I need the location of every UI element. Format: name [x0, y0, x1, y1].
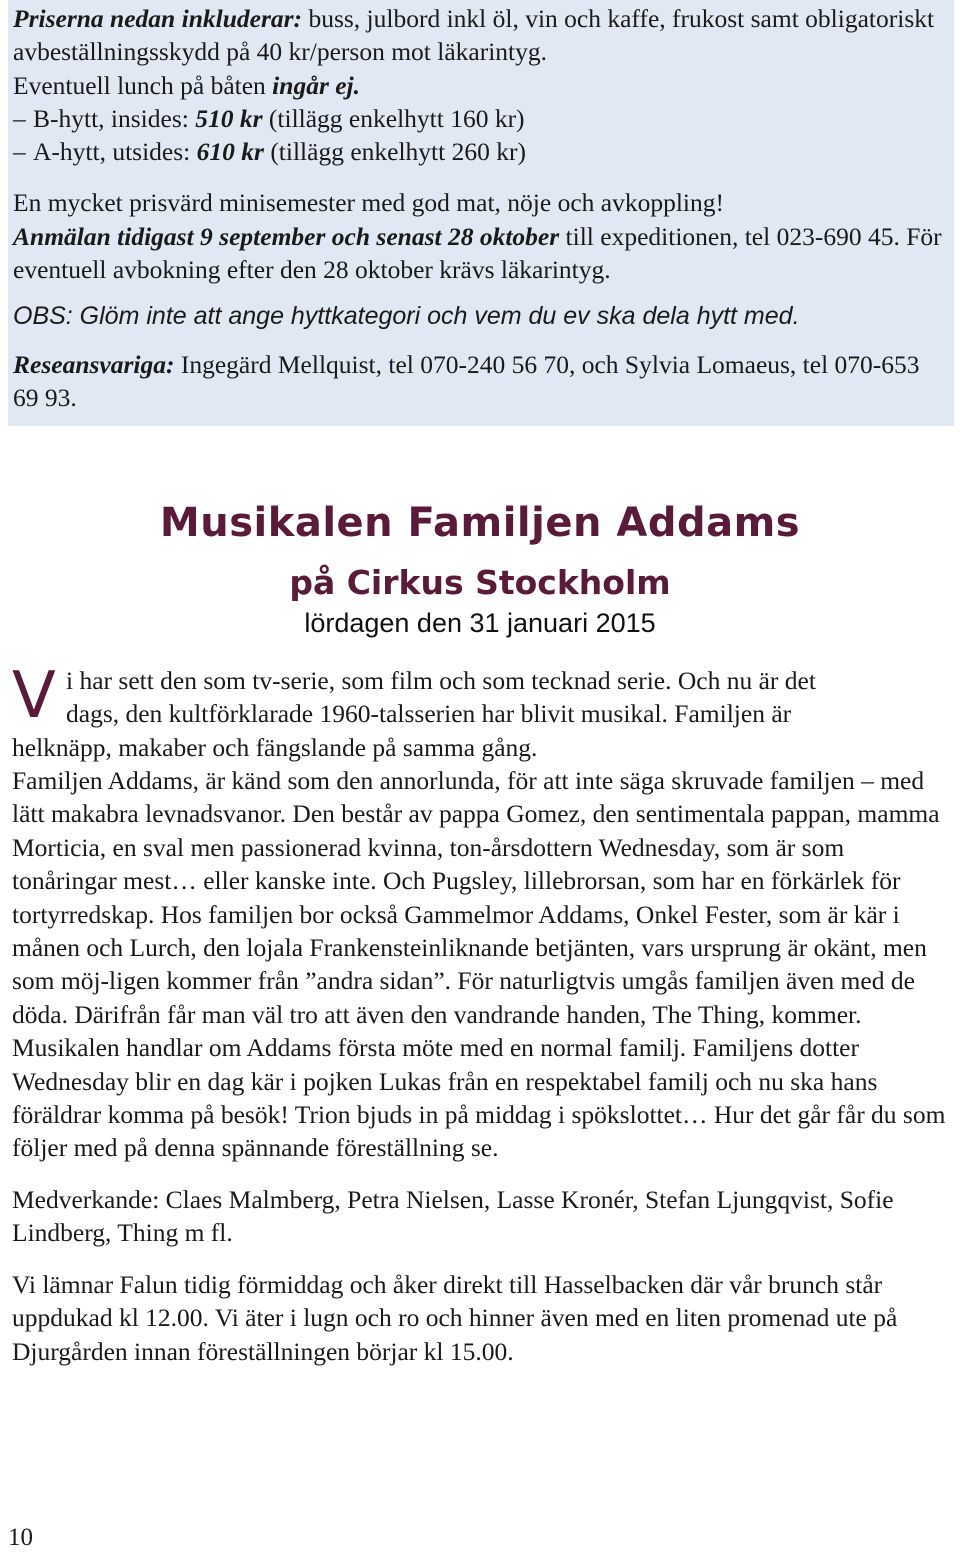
- event-venue: på Cirkus Stockholm: [289, 563, 671, 602]
- prices-text: buss, julbord inkl öl, vin och kaffe, frukost samt obligatoriskt avbeställningsskydd på 40 kr/person mot läkarintyg.: [13, 4, 935, 67]
- intro-line-3: helknäpp, makaber och fängslande på samma gång.: [12, 732, 538, 762]
- intro-paragraph: [12, 659, 952, 764]
- a-cabin-line: [13, 135, 950, 168]
- a-cabin-price: 610 kr: [196, 137, 264, 167]
- signup-emphasis: Anmälan tidigast 9 september och senast 28 oktober: [13, 221, 560, 251]
- b-cabin-price: 510 kr: [195, 103, 263, 133]
- b-cabin-line: [13, 102, 950, 135]
- intro-line-1: i har sett den som tv-serie, som film och som tecknad serie. Och nu är det: [66, 666, 816, 695]
- event-date: lördagen den 31 januari 2015: [304, 608, 656, 638]
- prices-label: Priserna nedan inkluderar:: [13, 4, 303, 33]
- schedule-paragraph: Vi lämnar Falun tidig förmiddag och åker direkt till Hasselbacken där vår brunch står uppdukad kl 12.00. Vi äter i lugn och ro och hinner även med en liten promenad ute på Djurgården innan föreställningen börjar kl 15.00.: [12, 1269, 898, 1366]
- a-cabin-dash: –: [13, 137, 26, 167]
- drop-cap: V: [12, 659, 56, 733]
- a-cabin-label: A-hytt, utsides:: [33, 137, 197, 167]
- lunch-line: [13, 69, 950, 102]
- b-cabin-label: B-hytt, insides:: [33, 103, 196, 133]
- signup-text: till expeditionen, tel 023-690 45. För eventuell avbokning efter den 28 oktober krävs läkarintyg.: [13, 221, 942, 285]
- lunch-text: Eventuell lunch på båten: [13, 70, 273, 100]
- family-paragraph: Familjen Addams, är känd som den annorlunda, för att inte säga skruvade familjen – med lätt makabra levnadsvanor. Den består av pappa Gomez, den sentimentala pappan, mamma Morticia, en sval men passionerad kvinna, ton-årsdottern Wednesday, som är som tonåringar mest… eller kanske inte. Och Pugsley, lillebrorsan, som har en förkärlek för tortyrredskap. Hos familjen bor också Gammelmor Addams, Onkel Fester, som är kär i månen och Lurch, den lojala Frankensteinliknande betjänten, vars ursprung är okänt, men som möj-ligen kommer från ”andra sidan”. För naturligtvis umgås familjen även med de döda. Därifrån får man väl tro att även den vandrande handen, The Thing, kommer.: [12, 766, 940, 1029]
- obs-note: OBS: Glöm inte att ange hyttkategori och vem du ev ska dela hytt med.: [13, 302, 800, 331]
- signup-paragraph: [13, 220, 950, 287]
- pitch-line: En mycket prisvärd minisemester med god mat, nöje och avkoppling!: [13, 188, 724, 218]
- b-cabin-extra: (tillägg enkelhytt 160 kr): [262, 103, 525, 133]
- cast-paragraph: Medverkande: Claes Malmberg, Petra Nielsen, Lasse Kronér, Stefan Ljungqvist, Sofie Lindberg, Thing m fl.: [12, 1184, 894, 1248]
- trip-info-box: [8, 0, 954, 426]
- contacts-paragraph: [13, 348, 950, 415]
- contacts-label: Reseansvariga:: [13, 349, 175, 379]
- event-title: Musikalen Familjen Addams: [159, 500, 801, 546]
- contacts-text: Ingegärd Mellquist, tel 070-240 56 70, och Sylvia Lomaeus, tel 070-653 69 93.: [13, 349, 920, 412]
- intro-line-2: dags, den kultförklarade 1960-talsserien har blivit musikal. Familjen är: [66, 699, 792, 729]
- prices-paragraph: [13, 2, 950, 69]
- b-cabin-dash: –: [13, 103, 26, 133]
- page-number: 10: [8, 1524, 33, 1551]
- plot-paragraph: Musikalen handlar om Addams första möte med en normal familj. Familjens dotter Wednesday blir en dag kär i pojken Lukas från en respektabel familj och nu ska hans föräldrar komma på besök! Trion bjuds in på middag i spökslottet… Hur det går får du som följer med på denna spännande föreställning se.: [12, 1033, 946, 1163]
- article-body: [12, 764, 952, 1368]
- lunch-emphasis: ingår ej.: [272, 70, 361, 100]
- a-cabin-extra: (tillägg enkelhytt 260 kr): [263, 137, 526, 167]
